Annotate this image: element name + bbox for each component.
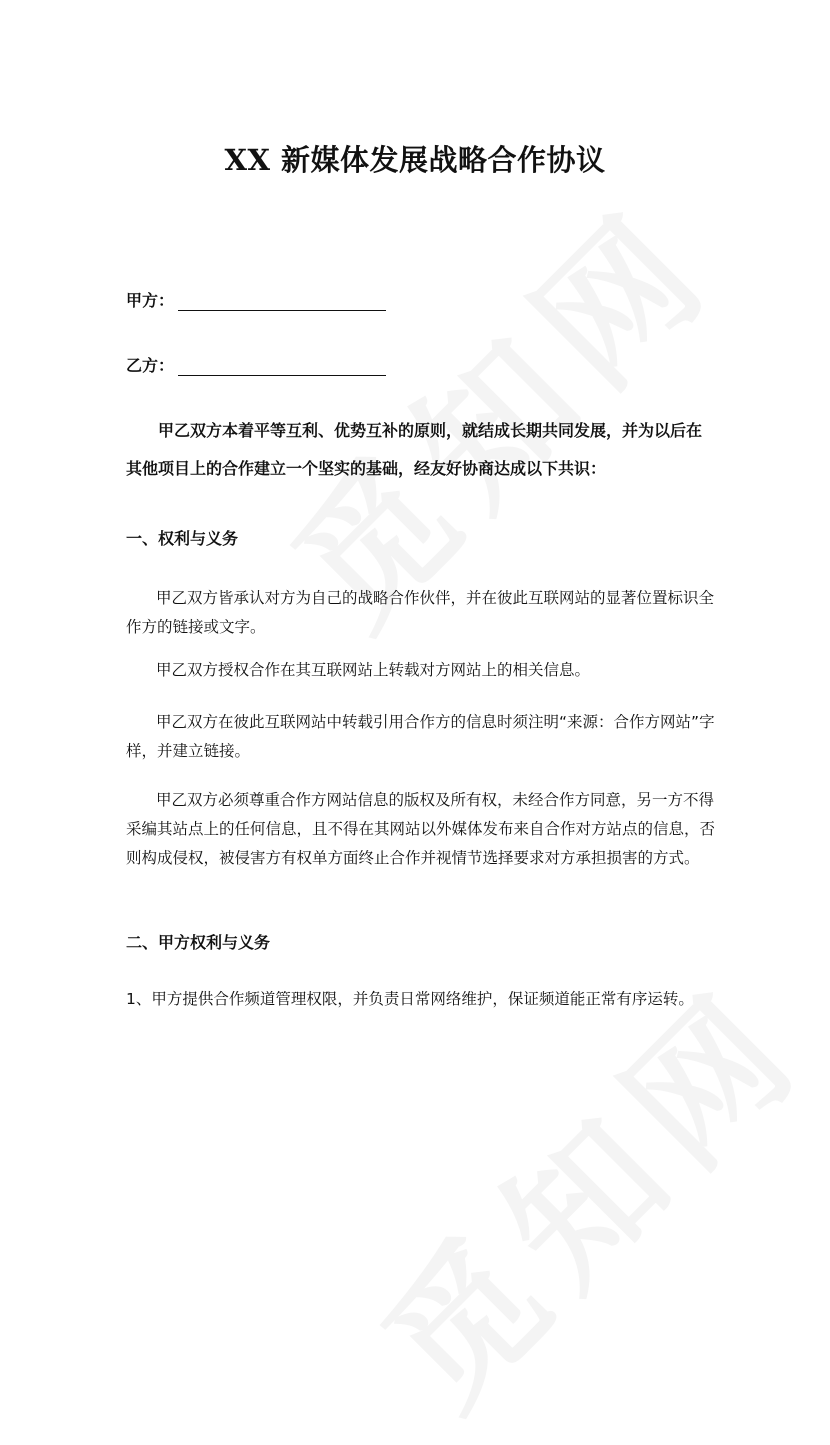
party-b-field xyxy=(126,353,386,376)
party-b-blank-line xyxy=(178,359,386,376)
document-title: XX 新媒体发展战略合作协议 xyxy=(224,143,606,177)
section-heading: 二、甲方权利与义务 xyxy=(126,933,271,952)
intro-paragraph: 甲乙双方本着平等互利、优势互补的原则，就结成长期共同发展，并为以后在其他项目上的合作建立一个坚实的基础，经友好协商达成以下共识： xyxy=(126,421,703,478)
section-heading: 一、权利与义务 xyxy=(126,529,239,548)
body-paragraph: 1、甲方提供合作频道管理权限，并负责日常网络维护，保证频道能正常有序运转。 xyxy=(126,990,694,1008)
party-a-label: 甲方： xyxy=(126,291,175,310)
body-paragraph: 甲乙双方必须尊重合作方网站信息的版权及所有权，未经合作方同意，另一方不得采编其站点上的任何信息，且不得在其网站以外媒体发布来自合作对方站点的信息，否则构成侵权，被侵害方有权单方面终止合作并视情节选择要求对方承担损害的方式。 xyxy=(126,791,716,867)
party-b-label: 乙方： xyxy=(126,356,175,375)
body-paragraph: 甲乙双方在彼此互联网站中转载引用合作方的信息时须注明“来源：合作方网站”字样，并建立链接。 xyxy=(126,713,715,760)
body-paragraph: 甲乙双方皆承认对方为自己的战略合作伙伴，并在彼此互联网站的显著位置标识全作方的链接或文字。 xyxy=(126,589,715,636)
party-a-field xyxy=(126,288,386,311)
body-paragraph: 甲乙双方授权合作在其互联网站上转载对方网站上的相关信息。 xyxy=(156,661,591,679)
party-a-blank-line xyxy=(178,294,386,311)
